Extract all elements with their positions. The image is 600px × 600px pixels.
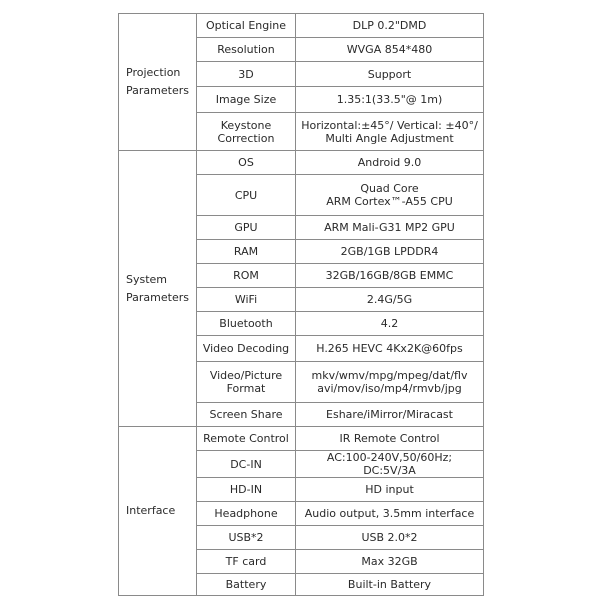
section-name-line: Projection [126,66,181,79]
spec-label: Video/Picture Format [197,362,296,403]
spec-value: Max 32GB [296,550,484,574]
section-name-line: Parameters [126,290,189,304]
spec-value: Quad Core ARM Cortex™-A55 CPU [296,175,484,216]
spec-value: USB 2.0*2 [296,526,484,550]
spec-value: IR Remote Control [296,427,484,451]
spec-label: TF card [197,550,296,574]
spec-label: HD-IN [197,478,296,502]
spec-label: USB*2 [197,526,296,550]
section-name [119,427,197,596]
spec-value: Built-in Battery [296,574,484,596]
spec-label: 3D [197,62,296,87]
section-name-line: Interface [126,504,176,517]
spec-label: Video Decoding [197,336,296,362]
spec-label: ROM [197,264,296,288]
section-name [119,151,197,427]
spec-label: OS [197,151,296,175]
spec-label: CPU [197,175,296,216]
spec-label: Headphone [197,502,296,526]
spec-label: GPU [197,216,296,240]
spec-label: Screen Share [197,403,296,427]
spec-value: Audio output, 3.5mm interface [296,502,484,526]
spec-value: Horizontal:±45°/ Vertical: ±40°/ Multi Angle Adjustment [296,113,484,151]
spec-value: H.265 HEVC 4Kx2K@60fps [296,336,484,362]
section-name-line: Parameters [126,84,189,97]
spec-value: 1.35:1(33.5"@ 1m) [296,87,484,113]
table-row [119,14,484,38]
spec-label: Keystone Correction [197,113,296,151]
spec-label: Resolution [197,38,296,62]
spec-value: 4.2 [296,312,484,336]
section-name-line: System [126,272,168,286]
spec-value: 32GB/16GB/8GB EMMC [296,264,484,288]
spec-label: Battery [197,574,296,596]
table-row [119,151,484,175]
spec-value: HD input [296,478,484,502]
spec-table [118,13,484,596]
section-name [119,14,197,151]
spec-label: Image Size [197,87,296,113]
spec-label: RAM [197,240,296,264]
spec-value: 2GB/1GB LPDDR4 [296,240,484,264]
spec-value: 2.4G/5G [296,288,484,312]
spec-label: DC-IN [197,451,296,478]
spec-value: WVGA 854*480 [296,38,484,62]
table-row [119,427,484,451]
spec-value: Support [296,62,484,87]
spec-label: WiFi [197,288,296,312]
spec-label: Remote Control [197,427,296,451]
spec-label: Optical Engine [197,14,296,38]
spec-value: Eshare/iMirror/Miracast [296,403,484,427]
spec-value: mkv/wmv/mpg/mpeg/dat/flv avi/mov/iso/mp4/rmvb/jpg [296,362,484,403]
spec-label: Bluetooth [197,312,296,336]
spec-value: ARM Mali-G31 MP2 GPU [296,216,484,240]
spec-value: AC:100-240V,50/60Hz; DC:5V/3A [296,451,484,478]
spec-value: DLP 0.2"DMD [296,14,484,38]
spec-value: Android 9.0 [296,151,484,175]
